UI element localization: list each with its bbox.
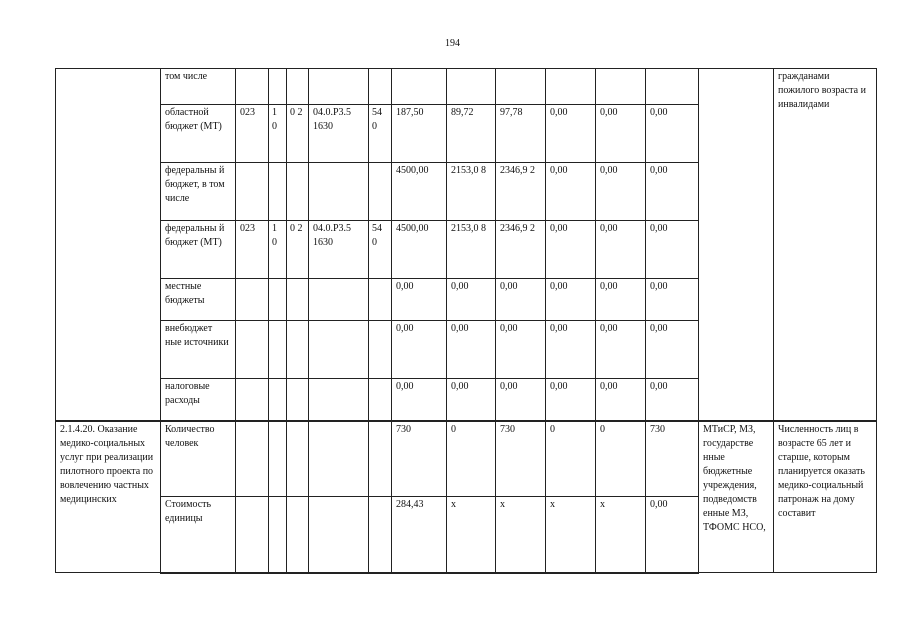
- table-row: федеральны й бюджет (МТ) 023 1 0 0 2 04.0.Р3.5 1630 54 0 4500,00 2153,0 8 2346,9 2 0,00 0,00 0,00: [56, 221, 877, 279]
- row-label: внебюджет ные источники: [161, 321, 236, 379]
- table-row: Стоимость единицы 284,43 x x x x 0,00: [56, 497, 877, 573]
- result-cell: гражданами пожилого возраста и инвалидами: [774, 69, 877, 421]
- row-label: налоговые расходы: [161, 379, 236, 421]
- row-label: федеральны й бюджет, в том числе: [161, 163, 236, 221]
- item-cell-empty: [56, 69, 161, 421]
- row-label: том числе: [161, 69, 236, 105]
- table-row: [56, 69, 877, 105]
- row-label: местные бюджеты: [161, 279, 236, 321]
- executors-cell: МТиСР, МЗ, государстве нные бюджетные учреждения, подведомств енные МЗ, ТФОМС НСО,: [699, 421, 774, 573]
- executors-cell-empty: [699, 69, 774, 421]
- page-number: 194: [445, 38, 460, 49]
- result-cell: Численность лиц в возрасте 65 лет и старше, которым планируется оказать медико-социальный патронаж на дому составит: [774, 421, 877, 573]
- budget-table: [55, 68, 877, 574]
- table-row: местные бюджеты 0,00 0,00 0,00 0,00 0,00 0,00: [56, 279, 877, 321]
- table-row: внебюджет ные источники 0,00 0,00 0,00 0,00 0,00 0,00: [56, 321, 877, 379]
- row-label: Стоимость единицы: [161, 497, 236, 573]
- row-label: федеральны й бюджет (МТ): [161, 221, 236, 279]
- row-label: областной бюджет (МТ): [161, 105, 236, 163]
- table-row: 2.1.4.20. Оказание медико-социальных услуг при реализации пилотного проекта по вовлечению частных медицинских Количество человек 730 0 730 0 0 730 МТиСР, МЗ, государстве нные бюджетные учреждения, подведомств енные МЗ, ТФОМС НСО, Численность лиц в возрасте 65 лет и старше, которым планируется оказать медико-социальный патронаж на дому составит: [56, 421, 877, 497]
- table-row: федеральны й бюджет, в том числе 4500,00 2153,0 8 2346,9 2 0,00 0,00 0,00: [56, 163, 877, 221]
- table-row: налоговые расходы 0,00 0,00 0,00 0,00 0,00 0,00: [56, 379, 877, 421]
- item-code-name: 2.1.4.20. Оказание медико-социальных услуг при реализации пилотного проекта по вовлечению частных медицинских: [56, 421, 161, 573]
- row-label: Количество человек: [161, 421, 236, 497]
- table-row: областной бюджет (МТ) 023 1 0 0 2 04.0.Р3.5 1630 54 0 187,50 89,72 97,78 0,00 0,00 0,00: [56, 105, 877, 163]
